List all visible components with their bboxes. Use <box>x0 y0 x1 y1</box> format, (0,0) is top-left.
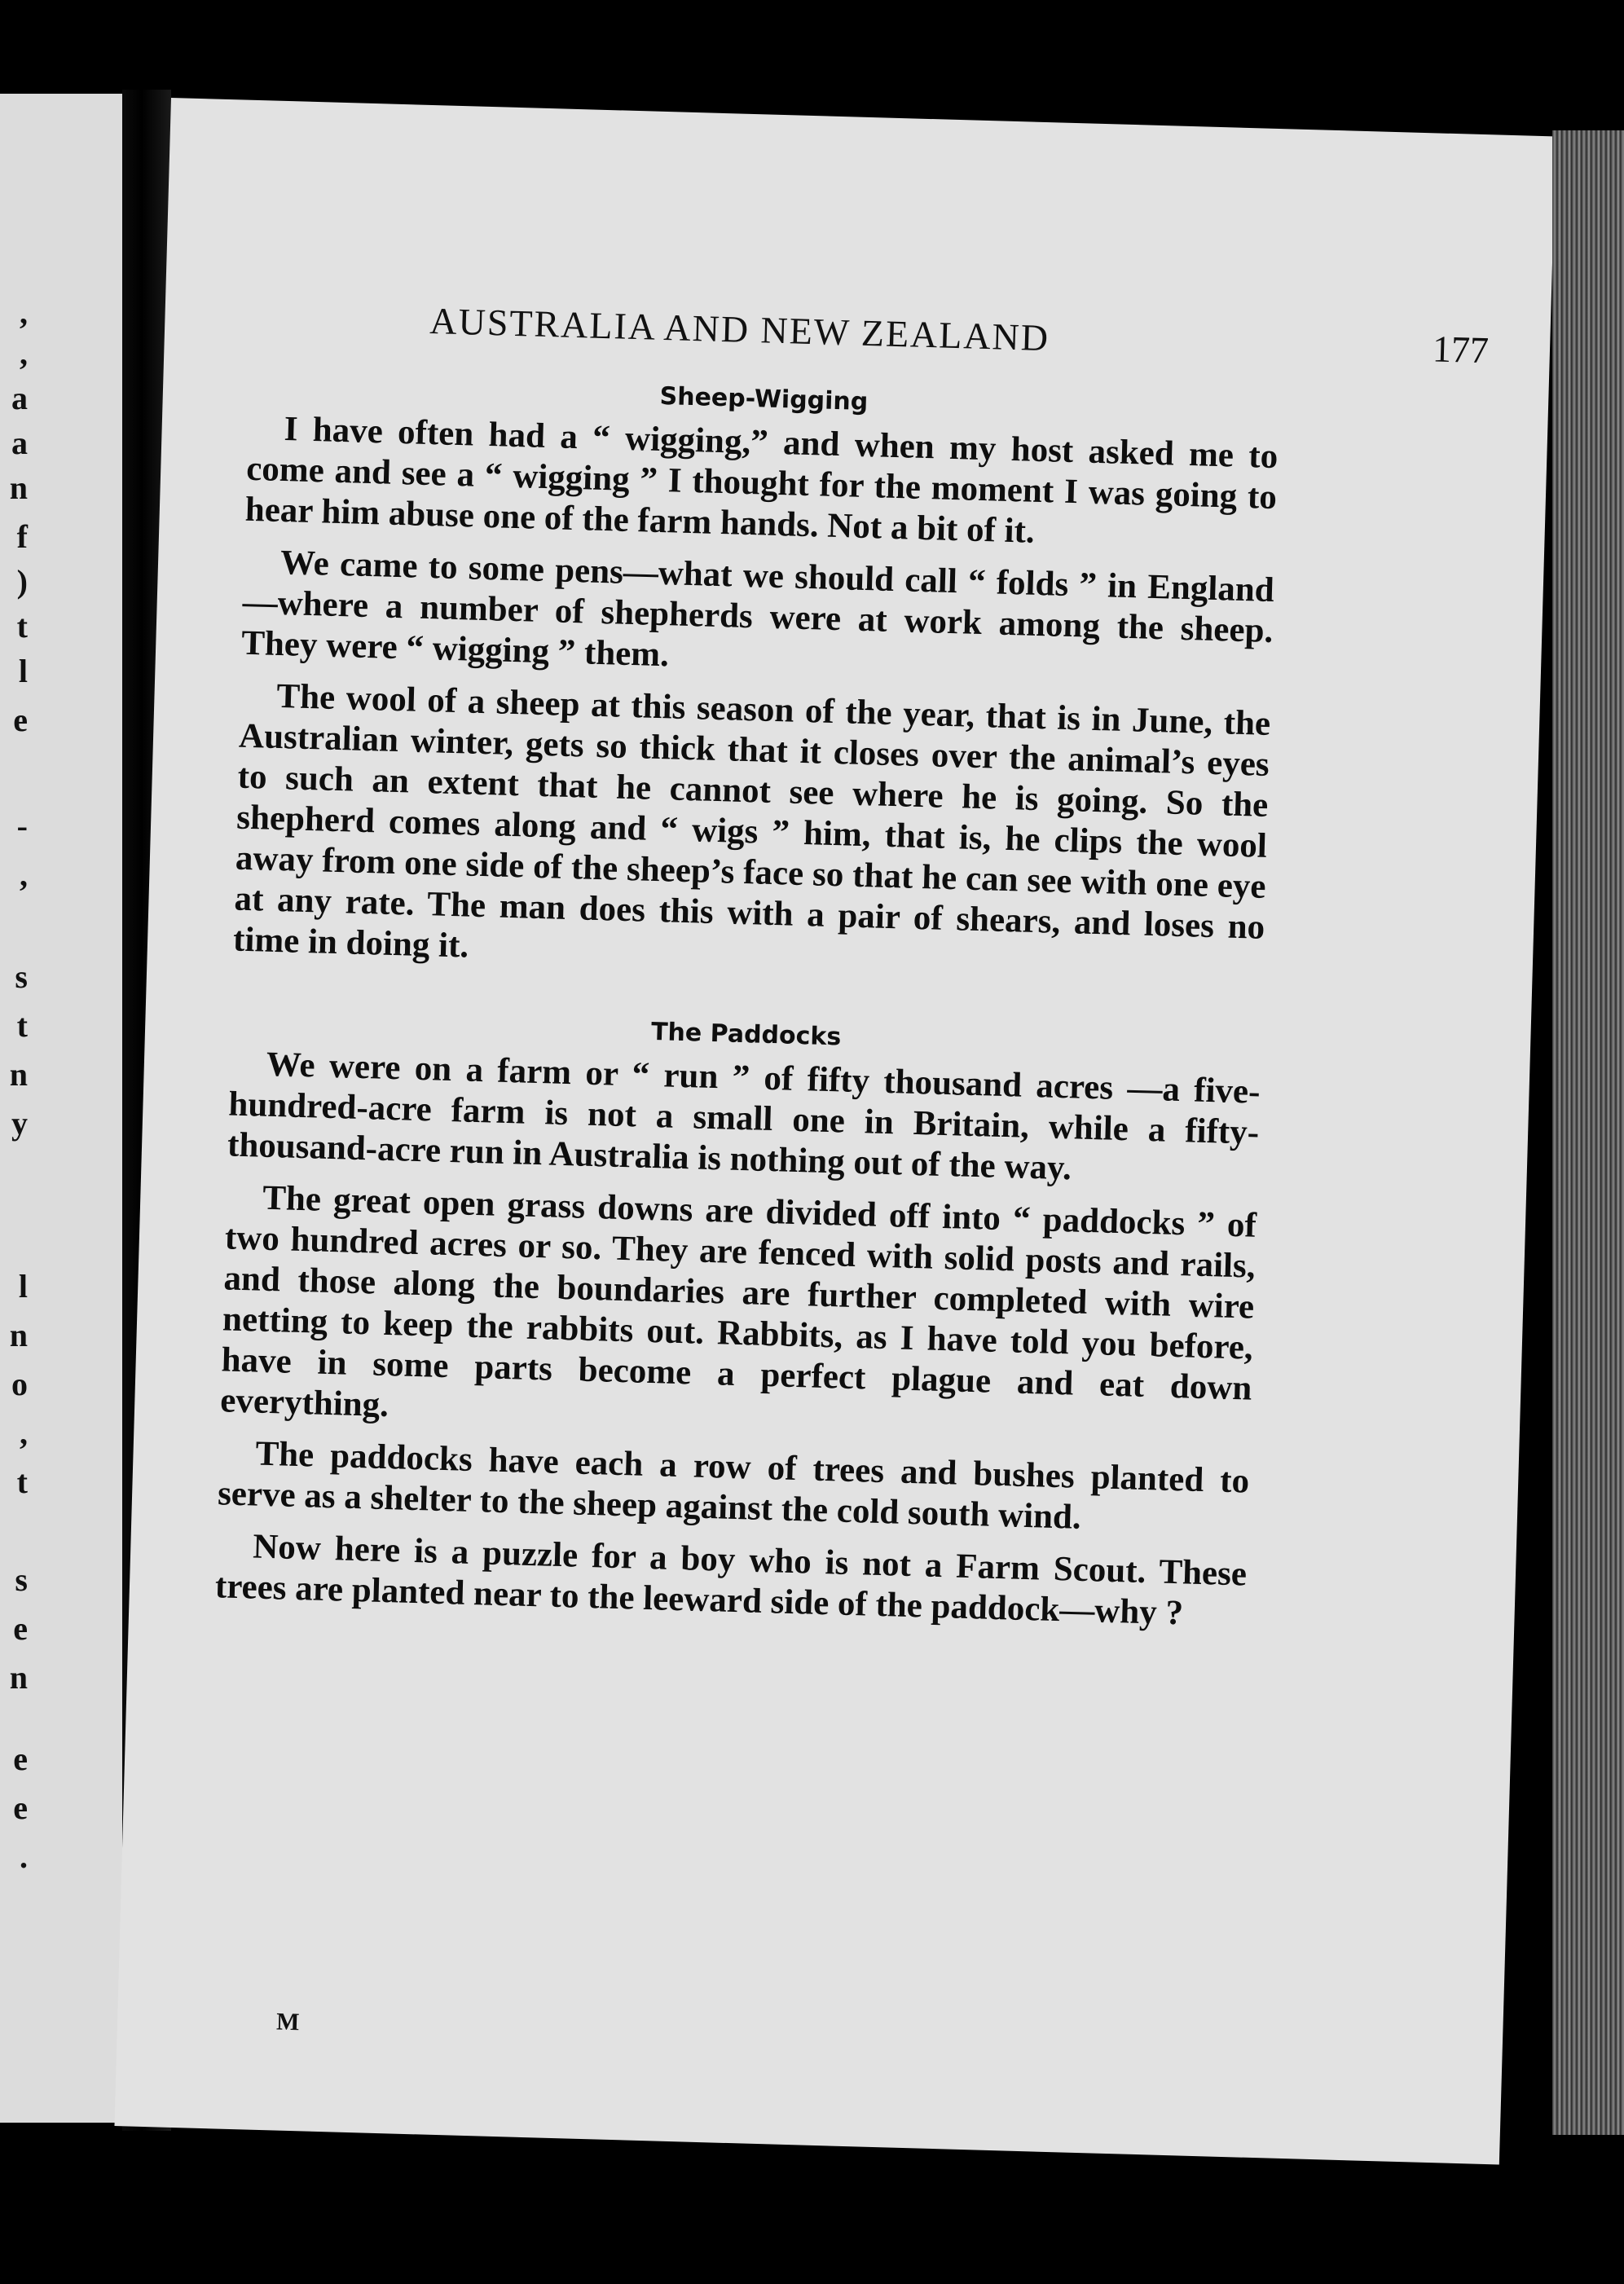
facing-page-edge <box>0 94 122 2123</box>
section-heading: Sheep-Wigging <box>659 381 869 417</box>
facing-page-fragment: e <box>13 702 28 738</box>
facing-page-fragment: ) <box>16 563 28 600</box>
signature-mark: M <box>275 2008 300 2036</box>
facing-page-fragment: . <box>20 1838 28 1875</box>
facing-page-fragment: f <box>16 518 28 555</box>
page-header <box>429 299 1489 385</box>
facing-page-fragment: s <box>15 958 28 995</box>
facing-page-fragment: a <box>11 380 28 416</box>
facing-page-fragment: t <box>16 1007 28 1044</box>
section-sheep-wigging <box>232 369 1279 989</box>
running-title: AUSTRALIA AND NEW ZEALAND <box>429 299 1050 359</box>
paragraph: The paddocks have each a row of trees and bushes planted to serve as a shelter to the sheep against the cold south wind. <box>217 1434 1250 1537</box>
facing-page-fragment: s <box>15 1561 28 1598</box>
page-block-edges <box>1552 130 1624 2135</box>
facing-page-fragment: t <box>16 608 28 645</box>
facing-page-fragment: n <box>9 1056 28 1093</box>
paragraph: We were on a farm or “ run ” of fifty thousand acres —a five-hundred-acre farm is not a small one in Britain, while a fifty-thousand-acre run in Australia is nothing out of the way. <box>227 1045 1261 1188</box>
facing-page-fragment: - <box>16 808 28 844</box>
facing-page-fragment: , <box>20 1415 28 1451</box>
facing-page-fragment: o <box>11 1366 28 1402</box>
facing-page-fragment: e <box>13 1789 28 1826</box>
page-number: 177 <box>1432 328 1490 372</box>
facing-page-fragment: , <box>20 856 28 893</box>
paragraph: We came to some pens—what we should call “ folds ” in England—where a number of shepherds were at work among the sheep. They were “ wigging ” them. <box>240 543 1275 675</box>
facing-page-fragment: t <box>16 1463 28 1500</box>
paragraph: Now here is a puzzle for a boy who is not a Farm Scout. These trees are planted near to the leeward side of the paddock—why ? <box>214 1527 1248 1633</box>
section-heading: The Paddocks <box>650 1017 842 1052</box>
paragraph: I have often had a “ wigging,” and when my host asked me to come and see a “ wigging ” I thought for the moment I was going to hear him abuse one of the farm hands. Not a bit of it. <box>244 410 1279 551</box>
facing-page-fragment: a <box>11 425 28 461</box>
facing-page-fragment: l <box>18 1268 28 1305</box>
page-body <box>214 369 1279 1648</box>
facing-page-fragment: l <box>18 653 28 689</box>
facing-page-fragment: , <box>20 294 28 331</box>
book-page <box>114 98 1556 2164</box>
facing-page-fragment: e <box>13 1741 28 1777</box>
facing-page-fragment: , <box>20 335 28 372</box>
facing-page-fragment: e <box>13 1610 28 1647</box>
facing-page-fragment: n <box>9 1659 28 1696</box>
facing-page-text-fragments <box>0 94 33 2123</box>
paragraph: The great open grass downs are divided off into “ paddocks ” of two hundred acres or so. They are fenced with solid posts and rails, and those along the boundaries are further completed with wire netting to keep the rabbits out. Rabbits, as I have told you before, have in some parts become a perfect plague and eat down everything. <box>219 1178 1257 1425</box>
section-paddocks <box>214 1004 1261 1635</box>
paragraph: The wool of a sheep at this season of the year, that is in June, the Australian winter, gets so thick that it closes over the animal’s eyes to such an extent that he cannot see where he is going. So the shepherd comes along and “ wigs ” him, that is, he clips the wool away from one side of the sheep’s face so that he can see with one eye at any rate. The man does this with a pair of shears, and loses no time in doing it. <box>232 676 1271 966</box>
facing-page-fragment: n <box>9 1317 28 1353</box>
facing-page-fragment: y <box>11 1105 28 1142</box>
facing-page-fragment: n <box>9 469 28 506</box>
